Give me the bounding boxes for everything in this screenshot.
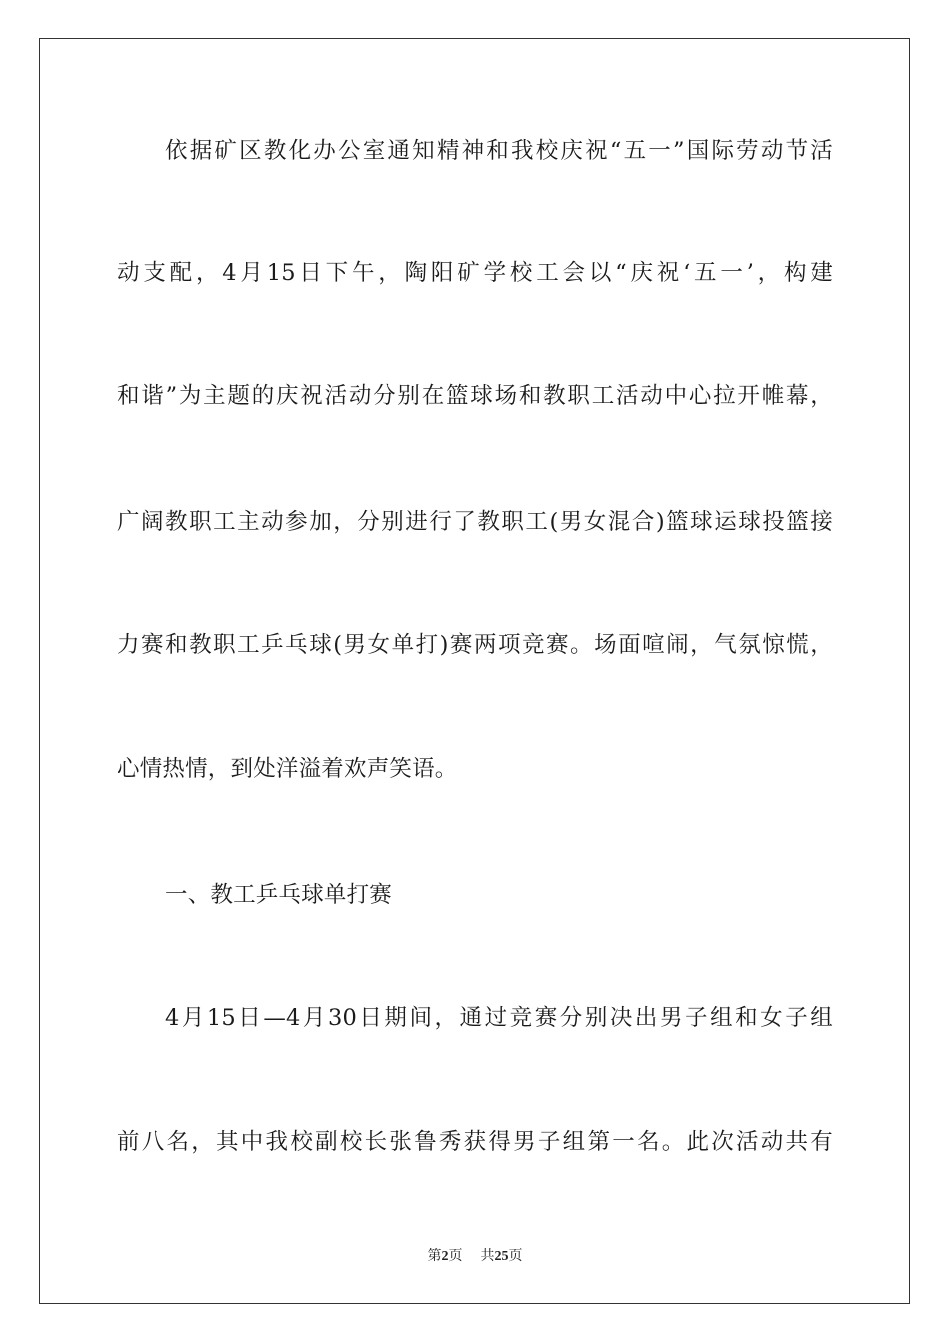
paragraph-line-3: 和谐”为主题的庆祝活动分别在篮球场和教职工活动中心拉开帷幕，: [117, 383, 833, 409]
page-prefix: 第: [427, 1249, 442, 1264]
paragraph-line-8: 前八名，其中我校副校长张鲁秀获得男子组第一名。此次活动共有: [117, 1129, 833, 1155]
section-heading: 一、教工乒乓球单打赛: [165, 882, 393, 908]
paragraph-line-1: 依据矿区教化办公室通知精神和我校庆祝“五一”国际劳动节活: [165, 138, 833, 164]
total-prefix: 共: [480, 1249, 495, 1264]
paragraph-line-4: 广阔教职工主动参加，分别进行了教职工(男女混合)篮球运球投篮接: [117, 509, 833, 535]
page-footer: [0, 1245, 950, 1265]
paragraph-line-6: 心情热情，到处洋溢着欢声笑语。: [117, 756, 458, 782]
page-border: [39, 38, 910, 1304]
page-total: 25: [494, 1249, 509, 1264]
paragraph-line-2: 动支配，4月15日下午，陶阳矿学校工会以“庆祝‘五一’，构建: [117, 260, 833, 286]
page-current: 2: [441, 1249, 449, 1264]
page-suffix: 页: [448, 1249, 463, 1264]
paragraph-line-5: 力赛和教职工乒乓球(男女单打)赛两项竞赛。场面喧闹，气氛惊慌，: [117, 632, 833, 658]
paragraph-line-7: 4月15日—4月30日期间，通过竞赛分别决出男子组和女子组: [165, 1005, 833, 1031]
total-suffix: 页: [508, 1249, 523, 1264]
